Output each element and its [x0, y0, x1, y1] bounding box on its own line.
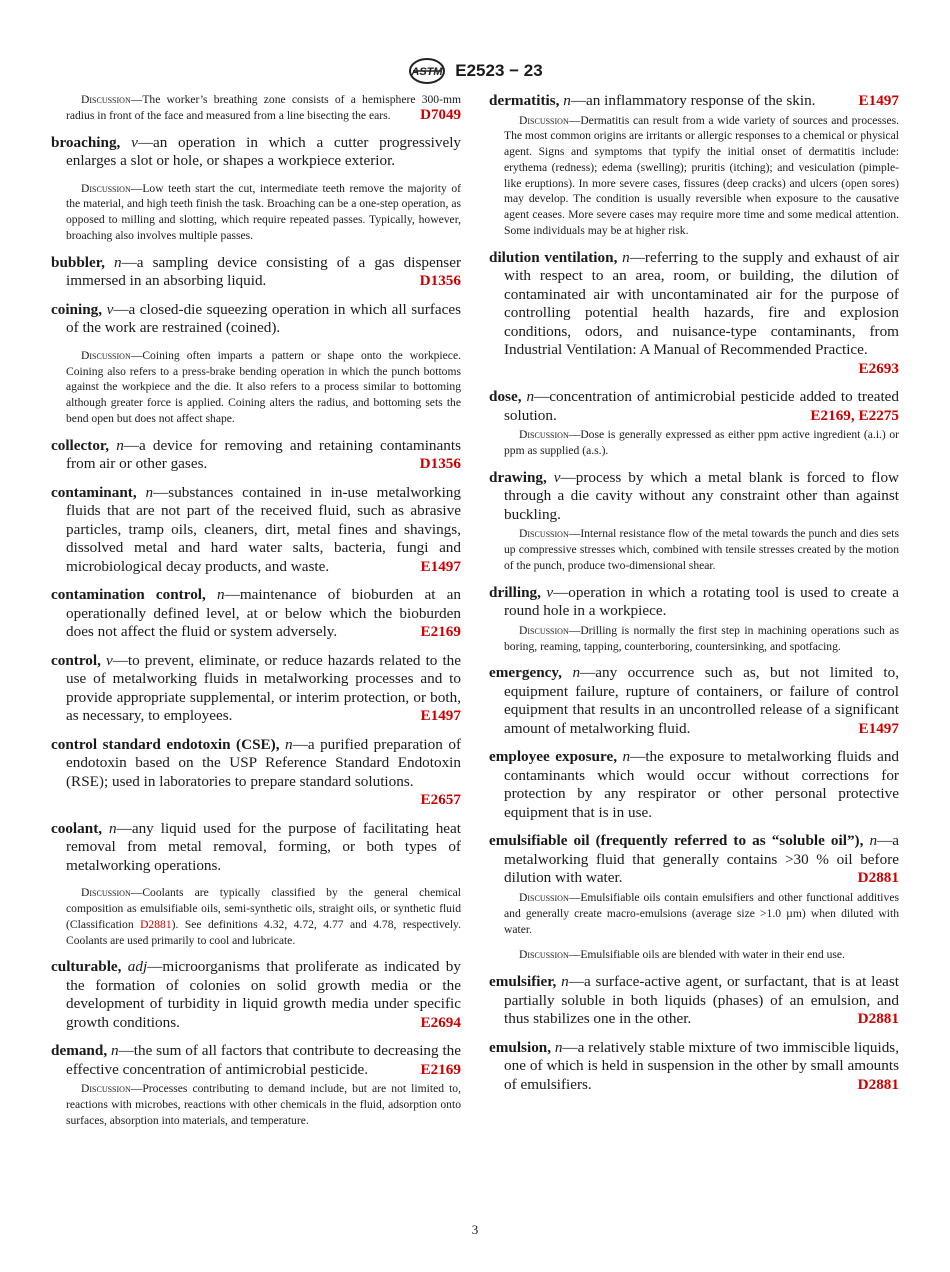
discussion-breathing-zone: Discussion—The worker’s breathing zone consists of a hemisphere 300-mm radius in front of the face and measured from a line bisecting the ears. D7049 — [66, 93, 461, 123]
reference-link[interactable]: D1356 — [419, 272, 461, 290]
term-dose: dose, n—concentration of antimicrobial pesticide added to treated solution. E2169, E2275 — [489, 388, 899, 424]
reference-link[interactable]: D2881 — [140, 917, 172, 931]
term-emergency: emergency, n—any occurrence such as, but not limited to, equipment failure, rupture of containers, or failure of control equipment that results in an uncontrolled release of a significant amount of metalworking fluid. E1497 — [489, 664, 899, 737]
discussion-drawing: Discussion—Internal resistance flow of the metal towards the punch and dies sets up compressive stresses which, combined with tensile stresses created by the motion of the punch, produce two-dimensional shear. — [504, 527, 899, 573]
term-drawing: drawing, v—process by which a metal blank is forced to flow through a die cavity without any constraint other than against buckling. — [489, 468, 900, 523]
reference-link[interactable]: E2169 — [420, 1060, 461, 1078]
discussion-coining: Discussion—Coining often imparts a pattern or shape onto the workpiece. Coining also refers to a press-brake bending operation in which the punch bottoms against the workpiece and the die. It also refers to a process similar to bottoming although greater force is applied. Coining alters the radius, and bottoming sets the bend open but does not affect shape. — [66, 348, 461, 425]
left-column — [51, 92, 461, 1139]
term-emulsifiable-oil: emulsifiable oil (frequently referred to as “soluble oil”), n—a metalworking fluid that generally contains >30 % oil before dilution with water. D2881 — [489, 832, 899, 887]
term-bubbler: bubbler, n—a sampling device consisting of a gas dispenser immersed in an absorbing liquid. D1356 — [51, 253, 462, 290]
reference-link[interactable]: E1497 — [420, 707, 461, 725]
reference-link[interactable]: E2169 — [420, 623, 461, 641]
reference-link[interactable]: D1356 — [419, 455, 461, 473]
reference-link[interactable]: E2169, E2275 — [810, 406, 899, 424]
discussion-drilling: Discussion—Drilling is normally the first step in machining operations such as boring, reaming, tapping, counterboring, countersinking, and spotfacing. — [504, 623, 899, 653]
reference-link[interactable]: E2693 — [858, 359, 899, 377]
term-employee-exposure: employee exposure, n—the exposure to metalworking fluids and contaminants which would occur without corrections for protection by any respirator or other personal protective equipment that is in use. — [489, 748, 900, 821]
term-collector: collector, n—a device for removing and retaining contaminants from air or other gases. D1356 — [51, 436, 461, 473]
reference-link[interactable]: D2881 — [857, 1010, 899, 1028]
svg-text:ASTM: ASTM — [411, 66, 443, 78]
astm-logo-icon — [407, 56, 447, 86]
reference-link[interactable]: D7049 — [420, 106, 461, 123]
discussion-demand: Discussion—Processes contributing to demand include, but are not limited to, reactions with microbes, reactions with other chemicals in the fluid, adsorption onto surfaces, absorption into materials, and temperature. — [66, 1082, 461, 1128]
reference-link[interactable]: D2881 — [857, 869, 899, 887]
page-number: 3 — [471, 1222, 479, 1237]
reference-link[interactable]: E1497 — [420, 557, 461, 575]
discussion-emulsifiable-oil-1: Discussion—Emulsifiable oils contain emulsifiers and other functional additives and generally create macro-emulsions (average size >1.0 µm) when diluted with water. — [504, 890, 899, 936]
right-column — [489, 92, 899, 1104]
reference-link[interactable]: E2694 — [420, 1013, 461, 1031]
reference-link[interactable]: E2657 — [420, 791, 461, 809]
term-coolant: coolant, n—any liquid used for the purpose of facilitating heat removal from metal removal, forming, or both types of metalworking operations. — [51, 819, 462, 874]
document-code: E2523 − 23 — [455, 61, 543, 80]
term-emulsifier: emulsifier, n—a surface-active agent, or surfactant, that is at least partially soluble in both liquids (phases) of an emulsion, and thus stabilizes one in the other. D2881 — [489, 973, 899, 1028]
term-drilling: drilling, v—operation in which a rotating tool is used to create a round hole in a workpiece. — [489, 583, 900, 620]
term-culturable: culturable, adj—microorganisms that proliferate as indicated by the formation of colonies on solid growth media or the development of turbidity in liquid growth media under specific growth conditions. E2694 — [51, 958, 461, 1031]
discussion-coolant: Discussion—Coolants are typically classified by the general chemical composition as emulsifiable oils, semi-synthetic oils, straight oils, or synthetic fluid (Classification D2881). See definitions 4.32, 4.72, 4.77 and 4.78, respectively. Coolants are used primarily to cool and lubricate. — [66, 886, 461, 947]
discussion-emulsifiable-oil-2: Discussion—Emulsifiable oils are blended with water in their end use. — [519, 948, 845, 962]
reference-link[interactable]: E1497 — [858, 92, 899, 109]
term-control: control, v—to prevent, eliminate, or reduce hazards related to the use of metalworking fluids in metalworking processes and to provide appropriate supplemental, or interim protection, or both, as necessary, to employees. E1497 — [51, 651, 462, 725]
term-dermatitis: dermatitis, n—an inflammatory response of the skin. E1497 — [489, 92, 899, 109]
discussion-dermatitis: Discussion—Dermatitis can result from a wide variety of sources and processes. The most common origins are irritants or allergic responses to a chemical or physical agent. Signs and symptoms that typify the initial onset of dermatitis include: erythema (redness); edema (swelling); pruritis (itching); and vesiculation (pimple-like eruptions). In more severe cases, fissures (deep cracks) and ulcers (open sores) may develop. The condition is usually reversible when exposure to the causative agent ceases. More severe cases may require more time and some medical attention. Some individuals may be at higher risk. — [504, 113, 899, 238]
term-contamination-control: contamination control, n—maintenance of bioburden at an operationally defined level, at or below which the bioburden does not affect the fluid or system adversely. E2169 — [51, 586, 462, 641]
reference-link[interactable]: D2881 — [857, 1075, 899, 1093]
term-dilution-ventilation: dilution ventilation, n—referring to the supply and exhaust of air with respect to an area, room, or building, the dilution of contaminated air with uncontaminated air for the purpose of controlling potential health hazards, fire and explosion conditions, odors, and nuisance-type contaminants, from Industrial Ventilation: A Manual of Recommended Practice. E2693 — [489, 248, 900, 377]
term-broaching: broaching, v—an operation in which a cutter progressively enlarges a slot or hole, or shapes a workpiece exterior. — [51, 133, 462, 170]
page-header — [0, 56, 950, 86]
term-emulsion: emulsion, n—a relatively stable mixture of two immiscible liquids, one of which is held in suspension in the other by small amounts of emulsifiers. D2881 — [489, 1038, 900, 1093]
term-contaminant: contaminant, n—substances contained in in-use metalworking fluids that are not part of the received fluid, such as abrasive particles, tramp oils, cleaners, dirt, metal fines and shavings, dissolved metal and hard water salts, bacteria, fungi and microbiological decay products, and waste. E1497 — [51, 483, 461, 575]
term-control-standard-endotoxin: control standard endotoxin (CSE), n—a purified preparation of endotoxin based on the USP Reference Standard Endotoxin (RSE); used in laboratories to prepare standard solutions. E2657 — [51, 735, 462, 809]
discussion-dose: Discussion—Dose is generally expressed as either ppm active ingredient (a.i.) or ppm as supplied (a.s.). — [504, 428, 899, 458]
discussion-broaching: Discussion—Low teeth start the cut, intermediate teeth remove the majority of the material, and high teeth finish the task. Broaching can be a one-step operation, as opposed to milling and slotting, which require repeated passes. Typically, however, broaching also involves multiple passes. — [66, 181, 461, 242]
term-coining: coining, v—a closed-die squeezing operation in which all surfaces of the work are restrained (coined). — [51, 300, 461, 337]
term-demand: demand, n—the sum of all factors that contribute to decreasing the effective concentration of antimicrobial pesticide. E2169 — [51, 1042, 462, 1078]
reference-link[interactable]: E1497 — [858, 719, 899, 737]
